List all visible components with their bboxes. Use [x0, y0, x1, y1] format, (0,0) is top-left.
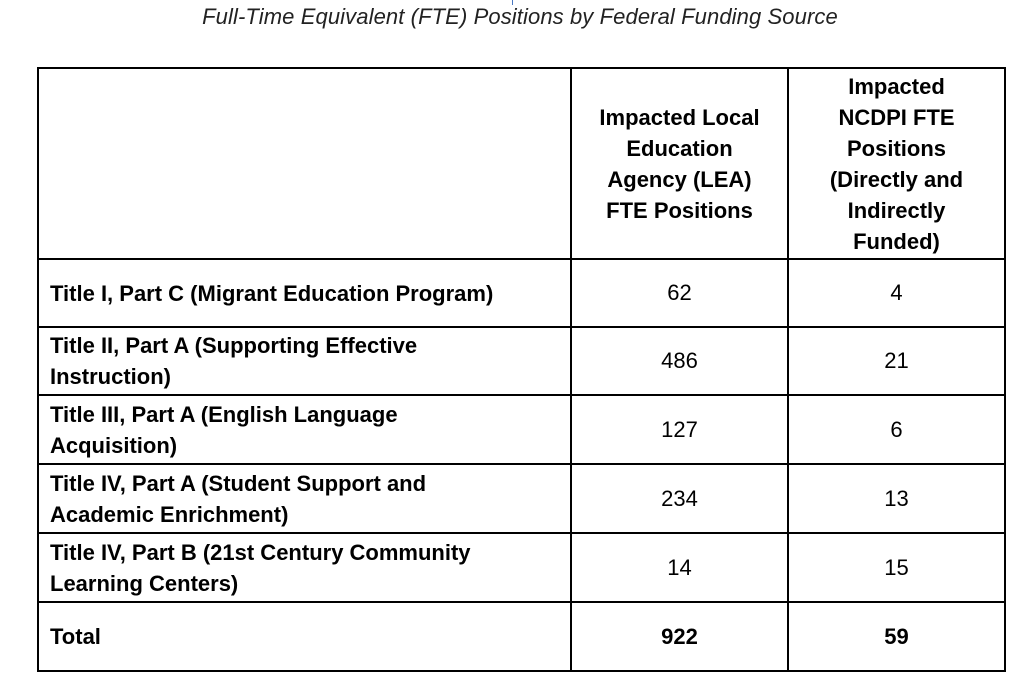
header-ncdpi-text: Impacted NCDPI FTE Positions (Directly and Indirectly Funded) — [829, 73, 964, 254]
header-ncdpi-positions — [788, 68, 1005, 259]
table-row — [38, 533, 1005, 602]
row-label-text: Title IV, Part B (21st Century Community Learning Centers) — [50, 539, 471, 596]
lea-value: 486 — [571, 327, 788, 395]
table-row — [38, 464, 1005, 533]
header-lea-positions — [571, 68, 788, 259]
table-row — [38, 395, 1005, 464]
ncdpi-value: 6 — [788, 395, 1005, 464]
ncdpi-value: 21 — [788, 327, 1005, 395]
total-label: Total — [38, 602, 571, 671]
row-label-text: Title II, Part A (Supporting Effective Instruction) — [50, 333, 418, 389]
header-empty-cell — [38, 68, 571, 259]
table-row — [38, 259, 1005, 327]
table-row — [38, 327, 1005, 395]
row-label-text: Title IV, Part A (Student Support and Academic Enrichment) — [50, 470, 427, 527]
row-label — [38, 327, 571, 395]
header-row — [38, 68, 1005, 259]
row-label — [38, 464, 571, 533]
ncdpi-value: 4 — [788, 259, 1005, 327]
lea-value: 127 — [571, 395, 788, 464]
lea-value: 14 — [571, 533, 788, 602]
row-label: Title I, Part C (Migrant Education Program) — [38, 259, 571, 327]
header-lea-text: Impacted Local Education Agency (LEA) FTE Positions — [599, 104, 760, 223]
ncdpi-value: 15 — [788, 533, 1005, 602]
lea-value: 234 — [571, 464, 788, 533]
table-caption: Full-Time Equivalent (FTE) Positions by Federal Funding Source — [202, 4, 838, 29]
total-ncdpi-value: 59 — [788, 602, 1005, 671]
ncdpi-value: 13 — [788, 464, 1005, 533]
row-label — [38, 533, 571, 602]
row-label — [38, 395, 571, 464]
lea-value: 62 — [571, 259, 788, 327]
fte-table — [37, 67, 1006, 672]
total-row — [38, 602, 1005, 671]
total-lea-value: 922 — [571, 602, 788, 671]
row-label-text: Title III, Part A (English Language Acquisition) — [50, 401, 398, 458]
